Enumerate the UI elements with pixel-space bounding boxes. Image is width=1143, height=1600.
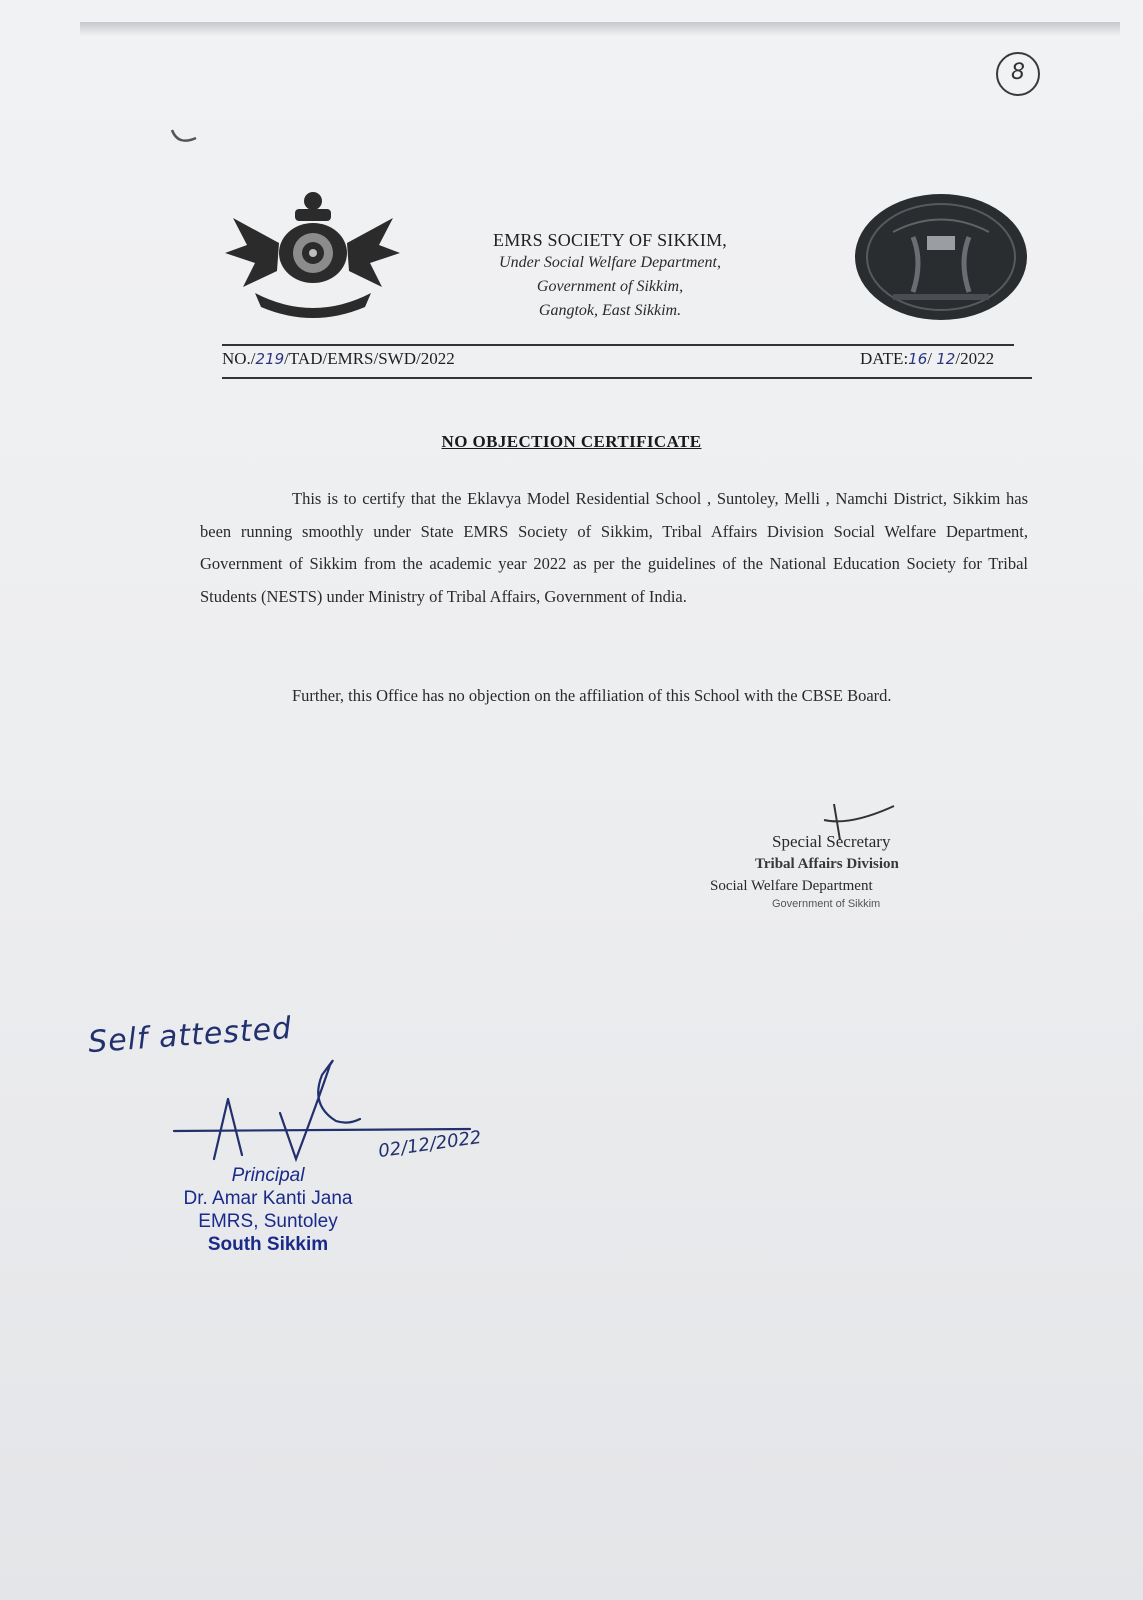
date-year: /2022 <box>955 349 995 368</box>
header-rule-top <box>222 344 1014 346</box>
page-number: 8 <box>996 52 1040 96</box>
reference-date <box>860 349 994 369</box>
principal-role: Principal <box>231 1165 305 1186</box>
letterhead-line-2: Government of Sikkim, <box>536 278 684 295</box>
header-rule-bottom <box>222 377 1032 379</box>
state-emblem-icon <box>225 183 400 318</box>
signatory-division: Tribal Affairs Division <box>755 856 899 872</box>
attestation-date: 02/12/2022 <box>377 1126 483 1163</box>
reference-number <box>222 349 455 369</box>
body-paragraph-1-text: This is to certify that the Eklavya Model Residential School , Suntoley, Melli , Namchi District, Sikkim has been running smoothly under State EMRS Society of Sikkim, Tribal Affairs Division Social Welfare Department, Government of Sikkim from the academic year 2022 as per the guidelines of the National Education Society for Tribal Students (NESTS) under Ministry of Tribal Affairs, Government of India. <box>200 489 1028 606</box>
letterhead-line-3: Gangtok, East Sikkim. <box>538 302 682 319</box>
official-signature-block <box>700 800 960 910</box>
body-paragraph-2: Further, this Office has no objection on the affiliation of this School with the CBSE Board. <box>292 686 892 705</box>
signatory-department: Social Welfare Department <box>710 878 873 894</box>
society-seal-icon <box>853 192 1028 322</box>
signatory-government: Government of Sikkim <box>772 898 881 910</box>
signatory-title: Special Secretary <box>772 832 891 851</box>
self-attested-note: Self attested <box>87 1010 294 1061</box>
ref-handwritten-number: 219 <box>255 350 285 368</box>
body-paragraph-1 <box>200 483 1028 613</box>
date-separator: / <box>927 349 937 368</box>
date-month: 12 <box>936 350 956 368</box>
certificate-title: NO OBJECTION CERTIFICATE <box>441 432 702 451</box>
date-prefix: DATE: <box>860 349 909 368</box>
principal-stamp <box>138 1165 398 1256</box>
pen-mark <box>92 120 202 156</box>
date-day: 16 <box>908 350 928 368</box>
principal-location: South Sikkim <box>207 1234 329 1255</box>
organization-name: EMRS SOCIETY OF SIKKIM, <box>493 230 727 250</box>
scan-shadow <box>80 22 1120 36</box>
principal-name: Dr. Amar Kanti Jana <box>183 1188 353 1209</box>
letterhead <box>440 230 780 323</box>
principal-school: EMRS, Suntoley <box>198 1211 338 1232</box>
ref-prefix: NO./ <box>222 349 256 368</box>
ref-suffix: /TAD/EMRS/SWD/2022 <box>284 349 455 368</box>
letterhead-line-1: Under Social Welfare Department, <box>499 254 721 271</box>
